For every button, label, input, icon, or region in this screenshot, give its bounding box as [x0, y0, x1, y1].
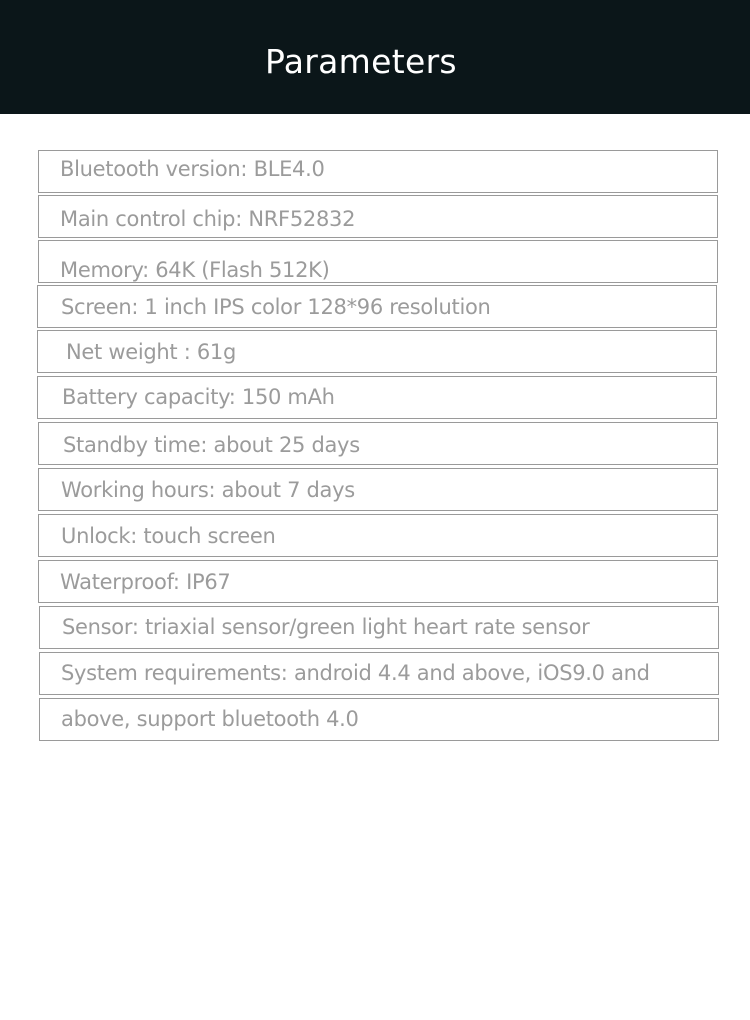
param-text: System requirements: android 4.4 and above, iOS9.0 and — [61, 661, 650, 685]
param-row-net-weight — [37, 330, 717, 373]
param-text: Waterproof: IP67 — [60, 570, 231, 594]
param-row-system-requirements — [39, 652, 719, 695]
param-text: Bluetooth version: BLE4.0 — [60, 157, 325, 181]
param-text: Sensor: triaxial sensor/green light heart rate sensor — [62, 615, 590, 639]
param-row-screen — [37, 285, 717, 328]
param-row-unlock — [38, 514, 718, 557]
param-text: above, support bluetooth 4.0 — [61, 707, 359, 731]
header-banner — [0, 0, 750, 114]
param-text: Net weight : 61g — [66, 340, 237, 364]
param-row-bluetooth-version — [38, 150, 718, 193]
param-text: Unlock: touch screen — [61, 524, 276, 548]
param-text: Standby time: about 25 days — [63, 433, 360, 457]
param-text: Screen: 1 inch IPS color 128*96 resolution — [61, 295, 491, 319]
param-text: Memory: 64K (Flash 512K) — [60, 258, 330, 282]
param-row-standby-time — [38, 422, 718, 465]
param-row-main-control-chip — [38, 195, 718, 238]
param-row-memory — [38, 240, 718, 283]
param-text: Main control chip: NRF52832 — [60, 207, 356, 231]
param-text: Battery capacity: 150 mAh — [62, 385, 335, 409]
param-text: Working hours: about 7 days — [61, 478, 355, 502]
param-row-working-hours — [38, 468, 718, 511]
param-row-sensor — [39, 606, 719, 649]
page-title: Parameters — [265, 42, 457, 81]
param-row-waterproof — [38, 560, 718, 603]
param-row-battery-capacity — [37, 376, 717, 419]
param-row-system-requirements-continued — [39, 698, 719, 741]
